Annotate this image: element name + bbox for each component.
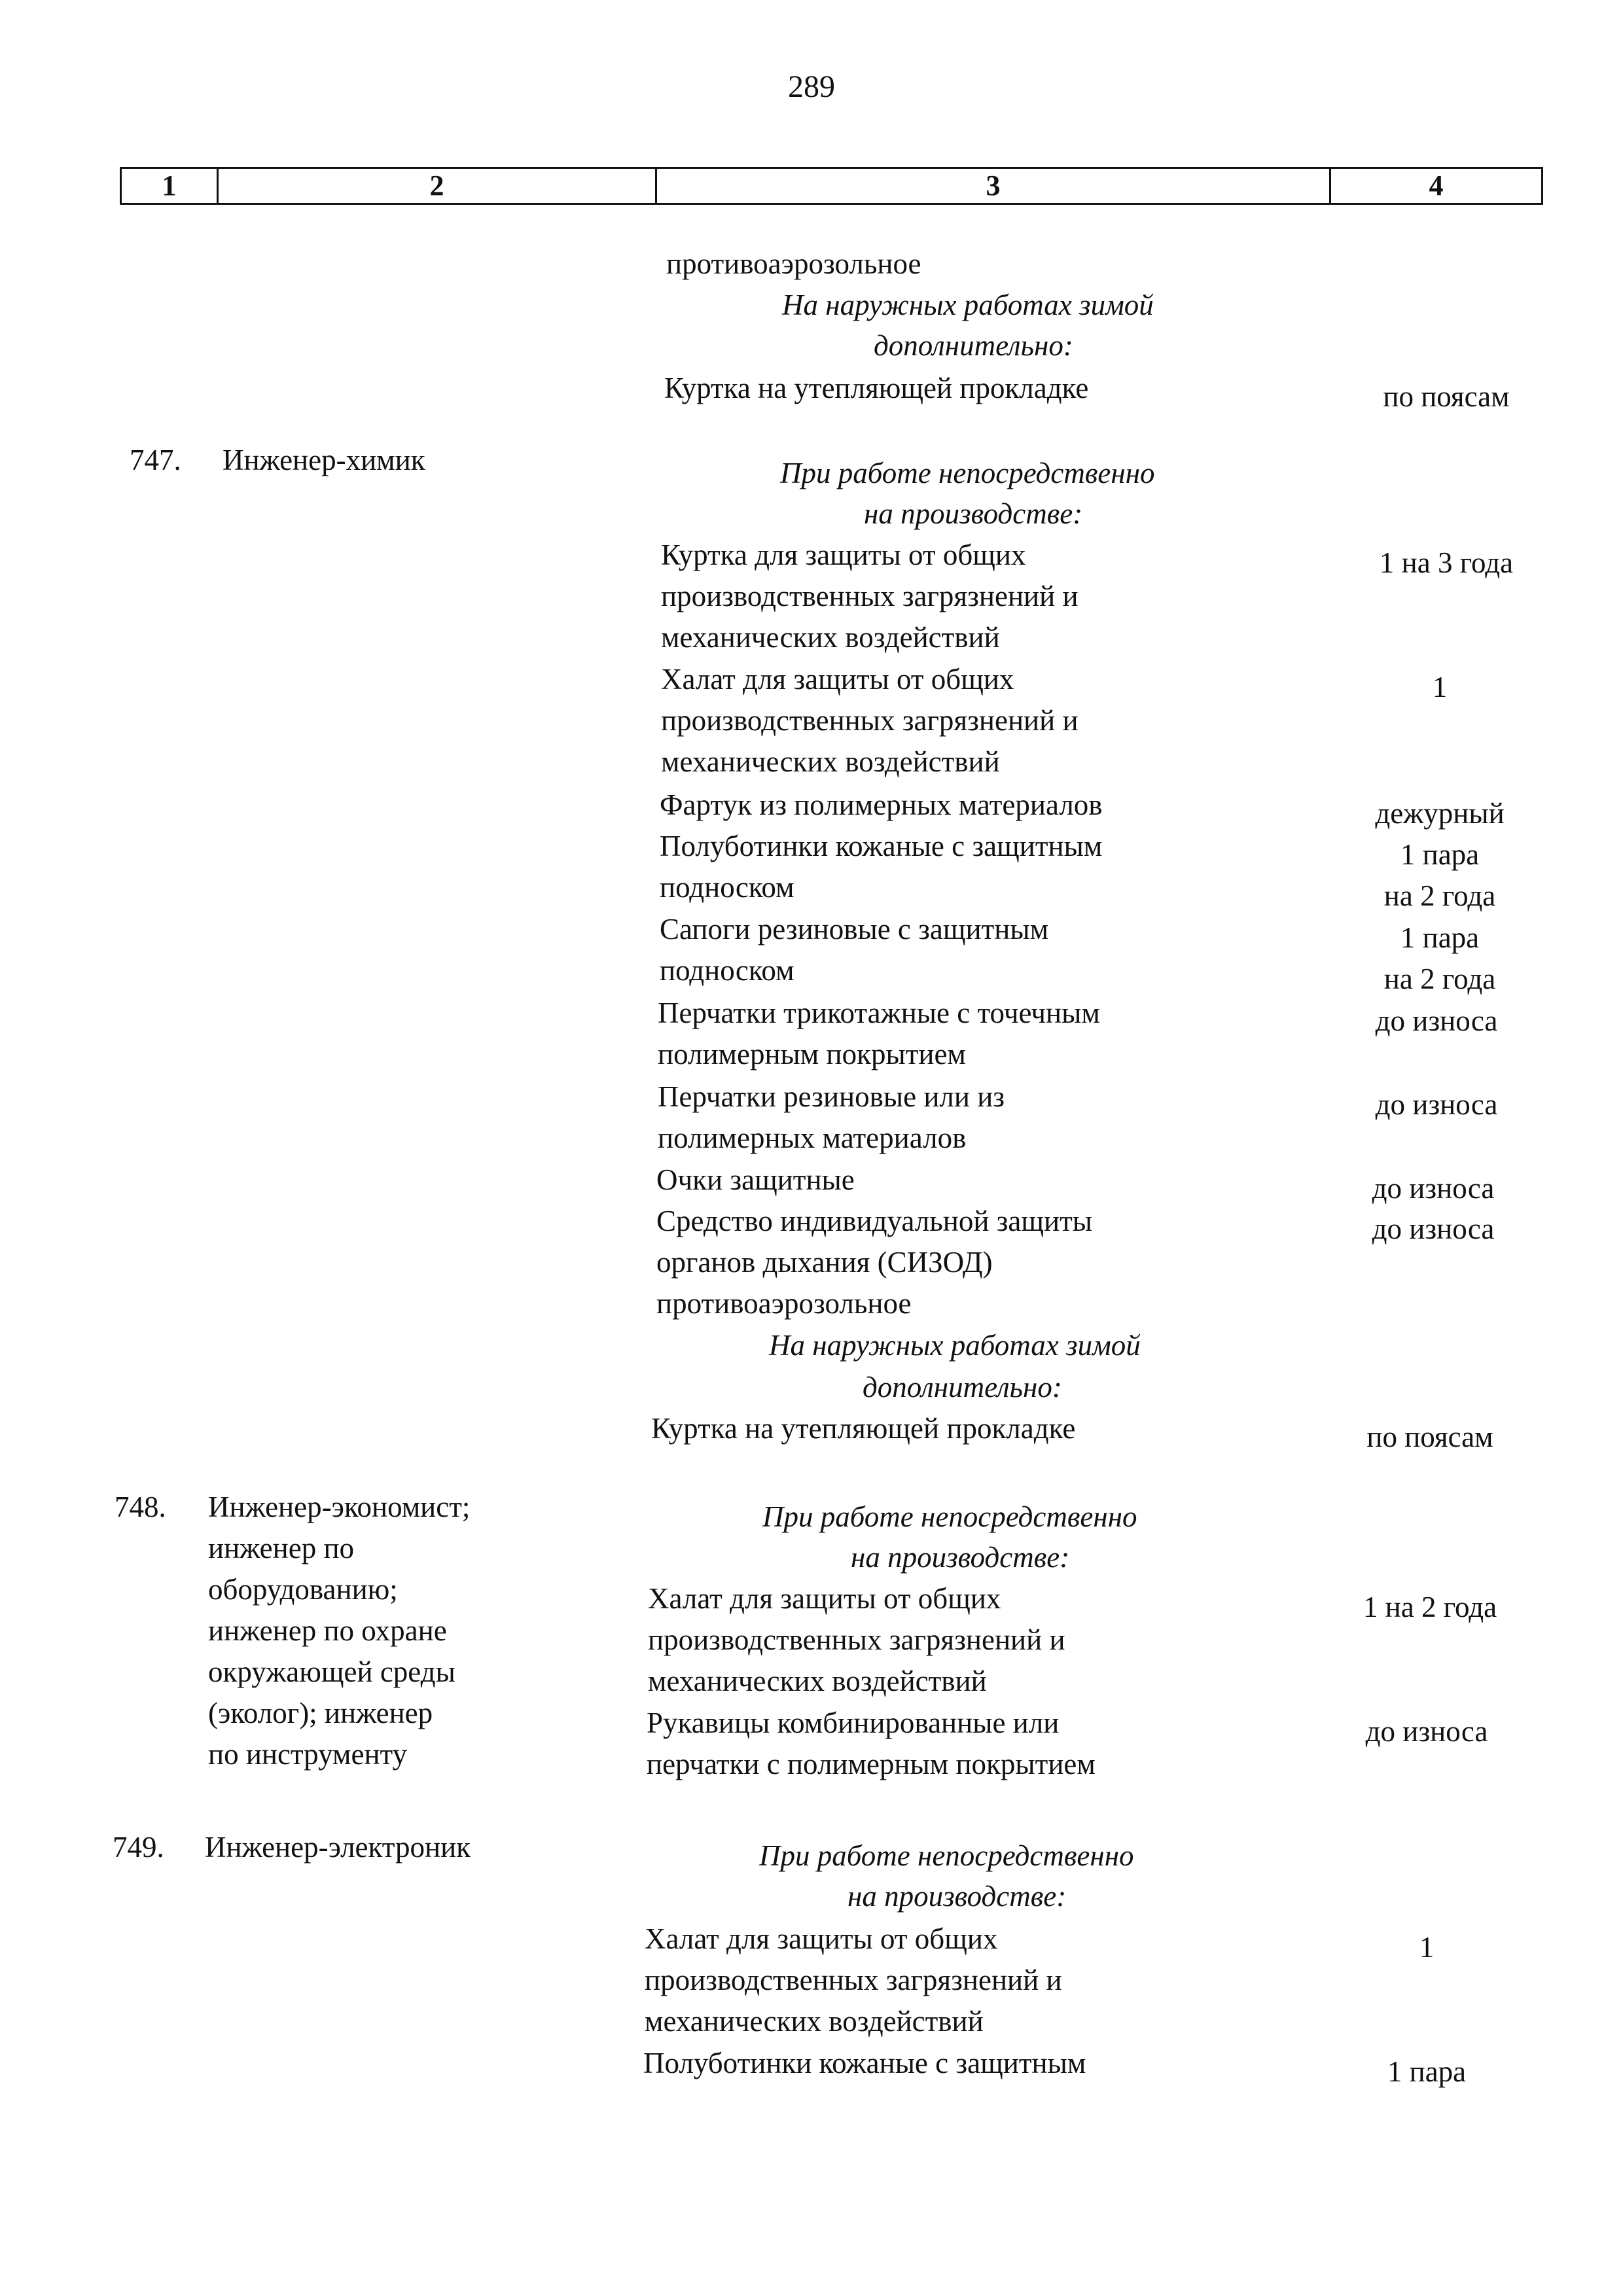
section-heading-line: на производстве: — [851, 1541, 1070, 1574]
item-name: Халат для защиты от общих производственных загрязнений и механических воздействий — [648, 1582, 1065, 1697]
item-norm: по поясам — [1366, 1421, 1493, 1453]
item-name: Полуботинки кожаные с защитным — [643, 2047, 1086, 2079]
column-header-3: 3 — [657, 169, 1331, 203]
column-header-2: 2 — [219, 169, 657, 203]
profession-name: Инженер-экономист; инженер по оборудованию; инженер по охране окружающей среды (эколог); инженер по инструменту — [208, 1491, 471, 1771]
item-name: Халат для защиты от общих производственных загрязнений и механических воздействий — [661, 663, 1079, 778]
item-name: Халат для защиты от общих производственных загрязнений и механических воздействий — [645, 1922, 1062, 2038]
item-name: Перчатки резиновые или из полимерных материалов — [658, 1080, 1005, 1154]
page-number: 289 — [788, 69, 835, 104]
column-header-1: 1 — [122, 169, 219, 203]
item-name: Куртка на утепляющей прокладке — [651, 1412, 1076, 1445]
item-name: Рукавицы комбинированные или перчатки с полимерным покрытием — [647, 1706, 1096, 1780]
row-number: 748. — [115, 1491, 166, 1523]
item-norm: 1 на 3 года — [1379, 546, 1514, 579]
item-name: Очки защитные — [656, 1163, 855, 1196]
section-heading-line: При работе непосредственно — [780, 457, 1155, 489]
item-norm: дежурный — [1375, 797, 1505, 830]
column-header-4: 4 — [1429, 169, 1444, 202]
section-heading-line: При работе непосредственно — [759, 1839, 1134, 1872]
item-name: Полуботинки кожаные с защитным подноском — [660, 830, 1103, 904]
item-name: Сапоги резиновые с защитным подноском — [660, 913, 1049, 987]
item-name: Куртка на утепляющей прокладке — [664, 372, 1089, 404]
item-name: Фартук из полимерных материалов — [660, 788, 1103, 821]
section-heading-line: на производстве: — [847, 1880, 1067, 1913]
item-norm: до износа — [1372, 1172, 1495, 1205]
item-name: Перчатки трикотажные с точечным полимерным покрытием — [658, 997, 1100, 1070]
row-number: 749. — [113, 1831, 164, 1863]
section-heading-line: На наружных работах зимой — [769, 1329, 1141, 1362]
item-norm: 1 пара на 2 года — [1383, 921, 1496, 995]
profession-name: Инженер-химик — [223, 444, 425, 476]
item-norm: 1 пара — [1387, 2055, 1467, 2088]
item-norm: до износа — [1375, 1088, 1498, 1121]
item-norm: до износа — [1372, 1212, 1495, 1245]
item-norm: до износа — [1365, 1715, 1488, 1748]
item-norm: до износа — [1375, 1004, 1498, 1037]
row-number: 747. — [130, 444, 181, 476]
section-heading-line: дополнительно: — [874, 329, 1073, 362]
item-norm: 1 на 2 года — [1363, 1591, 1497, 1623]
item-name: Средство индивидуальной защиты органов дыхания (СИЗОД) противоаэрозольное — [656, 1205, 1093, 1320]
section-heading-line: На наружных работах зимой — [782, 289, 1154, 321]
section-heading-line: дополнительно: — [863, 1371, 1062, 1404]
item-name: противоаэрозольное — [666, 247, 921, 280]
section-heading-line: на производстве: — [864, 497, 1083, 530]
section-heading-line: При работе непосредственно — [762, 1500, 1137, 1533]
item-norm: 1 — [1419, 1931, 1435, 1964]
column-header-row — [120, 167, 1543, 205]
item-norm: 1 пара на 2 года — [1383, 838, 1496, 912]
profession-name: Инженер-электроник — [205, 1831, 471, 1863]
item-norm: по поясам — [1383, 380, 1510, 413]
item-name: Куртка для защиты от общих производственных загрязнений и механических воздействий — [661, 539, 1079, 654]
item-norm: 1 — [1432, 671, 1448, 703]
